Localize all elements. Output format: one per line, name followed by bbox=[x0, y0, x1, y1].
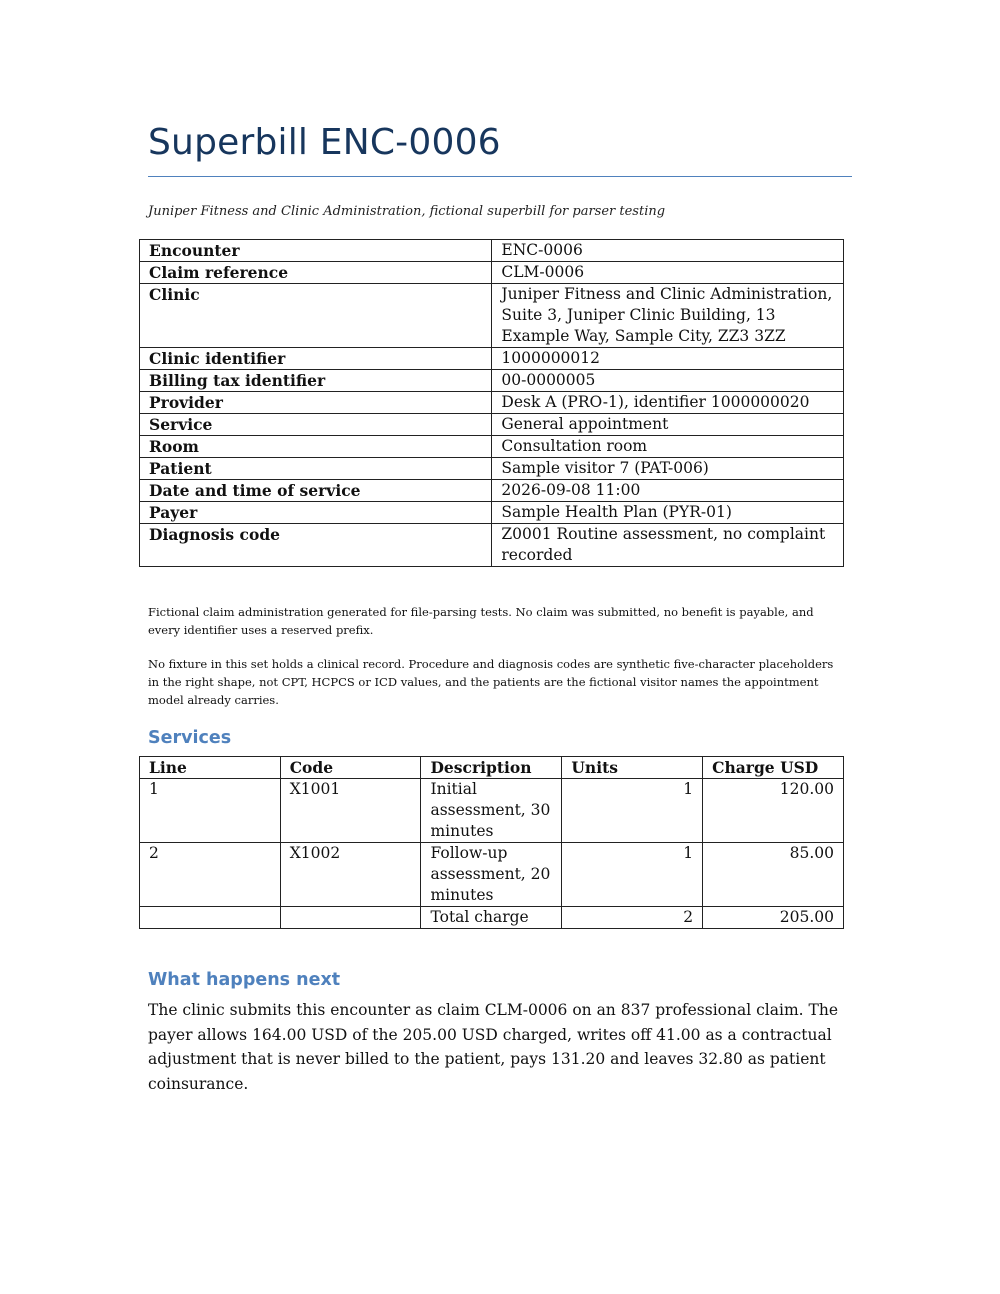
detail-row bbox=[140, 524, 844, 567]
detail-value: Juniper Fitness and Clinic Administration, Suite 3, Juniper Clinic Building, 13 Example Way, Sample City, ZZ3 3ZZ bbox=[492, 284, 844, 348]
description-cell: Follow-up assessment, 20 minutes bbox=[421, 843, 562, 907]
empty-cell bbox=[140, 907, 281, 929]
placeholder-codes-notice: No fixture in this set holds a clinical record. Procedure and diagnosis codes are synthetic five-character placeholders in the right shape, not CPT, HCPCS or ICD values, and the patients are the fictional visitor names the appointment model already carries. bbox=[148, 657, 834, 707]
units-cell: 1 bbox=[562, 843, 703, 907]
line-cell: 2 bbox=[140, 843, 281, 907]
detail-label: Date and time of service bbox=[140, 480, 492, 502]
detail-value: Sample visitor 7 (PAT-006) bbox=[492, 458, 844, 480]
detail-value: 1000000012 bbox=[492, 348, 844, 370]
document-subtitle: Juniper Fitness and Clinic Administration, fictional superbill for parser testing bbox=[148, 204, 666, 219]
charge-cell: 85.00 bbox=[703, 843, 844, 907]
units-cell: 1 bbox=[562, 779, 703, 843]
detail-row bbox=[140, 284, 844, 348]
detail-row bbox=[140, 436, 844, 458]
detail-label: Room bbox=[140, 436, 492, 458]
column-header-code: Code bbox=[280, 757, 421, 779]
total-charge: 205.00 bbox=[703, 907, 844, 929]
next-steps-paragraph: The clinic submits this encounter as claim CLM-0006 on an 837 professional claim. The payer allows 164.00 USD of the 205.00 USD charged, writes off 41.00 as a contractual adjustment that is never billed to the patient, pays 131.20 and leaves 32.80 as patient coinsurance. bbox=[148, 1001, 838, 1093]
detail-label: Billing tax identifier bbox=[140, 370, 492, 392]
detail-label: Clinic identifier bbox=[140, 348, 492, 370]
column-header-units: Units bbox=[562, 757, 703, 779]
detail-row bbox=[140, 240, 844, 262]
detail-value: Z0001 Routine assessment, no complaint recorded bbox=[492, 524, 844, 567]
table-row bbox=[140, 843, 844, 907]
encounter-details-table bbox=[139, 239, 844, 567]
detail-value: Desk A (PRO-1), identifier 1000000020 bbox=[492, 392, 844, 414]
detail-row bbox=[140, 370, 844, 392]
code-cell: X1002 bbox=[280, 843, 421, 907]
services-table bbox=[139, 756, 844, 929]
detail-row bbox=[140, 392, 844, 414]
charge-cell: 120.00 bbox=[703, 779, 844, 843]
detail-value: CLM-0006 bbox=[492, 262, 844, 284]
total-label: Total charge bbox=[421, 907, 562, 929]
fictional-notice: Fictional claim administration generated for file-parsing tests. No claim was submitted, no benefit is payable, and every identifier uses a reserved prefix. bbox=[148, 605, 814, 637]
next-steps-heading: What happens next bbox=[148, 970, 341, 990]
detail-label: Provider bbox=[140, 392, 492, 414]
detail-value: General appointment bbox=[492, 414, 844, 436]
detail-row bbox=[140, 480, 844, 502]
detail-value: Consultation room bbox=[492, 436, 844, 458]
column-header-line: Line bbox=[140, 757, 281, 779]
detail-label: Payer bbox=[140, 502, 492, 524]
detail-label: Patient bbox=[140, 458, 492, 480]
detail-value: 2026-09-08 11:00 bbox=[492, 480, 844, 502]
detail-row bbox=[140, 458, 844, 480]
detail-label: Clinic bbox=[140, 284, 492, 348]
detail-value: 00-0000005 bbox=[492, 370, 844, 392]
detail-row bbox=[140, 348, 844, 370]
detail-row bbox=[140, 262, 844, 284]
total-units: 2 bbox=[562, 907, 703, 929]
description-cell: Initial assessment, 30 minutes bbox=[421, 779, 562, 843]
column-header-description: Description bbox=[421, 757, 562, 779]
line-cell: 1 bbox=[140, 779, 281, 843]
code-cell: X1001 bbox=[280, 779, 421, 843]
document-title: Superbill ENC-0006 bbox=[148, 122, 501, 163]
services-heading: Services bbox=[148, 728, 232, 748]
detail-row bbox=[140, 414, 844, 436]
title-divider bbox=[148, 176, 852, 177]
detail-label: Service bbox=[140, 414, 492, 436]
detail-row bbox=[140, 502, 844, 524]
services-header-row bbox=[140, 757, 844, 779]
column-header-charge: Charge USD bbox=[703, 757, 844, 779]
detail-label: Encounter bbox=[140, 240, 492, 262]
empty-cell bbox=[280, 907, 421, 929]
total-row bbox=[140, 907, 844, 929]
detail-value: Sample Health Plan (PYR-01) bbox=[492, 502, 844, 524]
detail-label: Diagnosis code bbox=[140, 524, 492, 567]
detail-label: Claim reference bbox=[140, 262, 492, 284]
detail-value: ENC-0006 bbox=[492, 240, 844, 262]
table-row bbox=[140, 779, 844, 843]
